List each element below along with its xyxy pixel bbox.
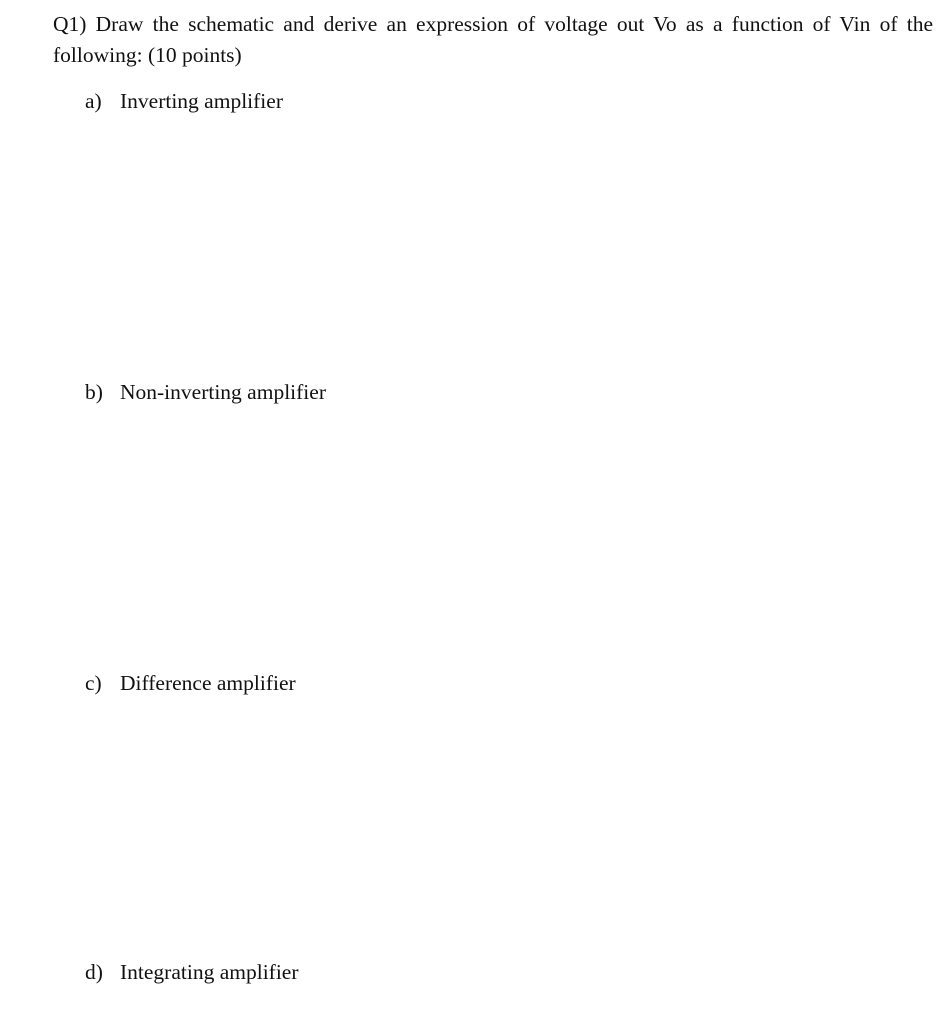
part-letter: b) (85, 380, 103, 404)
part-a (85, 86, 283, 117)
part-label: Inverting amplifier (120, 89, 283, 113)
part-d (85, 957, 299, 988)
part-letter: c) (85, 671, 102, 695)
part-label: Non-inverting amplifier (120, 380, 326, 404)
part-c (85, 668, 296, 699)
question-text: Q1) Draw the schematic and derive an expression of voltage out Vo as a function of Vin of the following: (10 points) (53, 12, 933, 67)
part-letter: d) (85, 960, 103, 984)
part-letter: a) (85, 89, 102, 113)
part-b (85, 377, 326, 408)
part-label: Integrating amplifier (120, 960, 299, 984)
part-label: Difference amplifier (120, 671, 296, 695)
